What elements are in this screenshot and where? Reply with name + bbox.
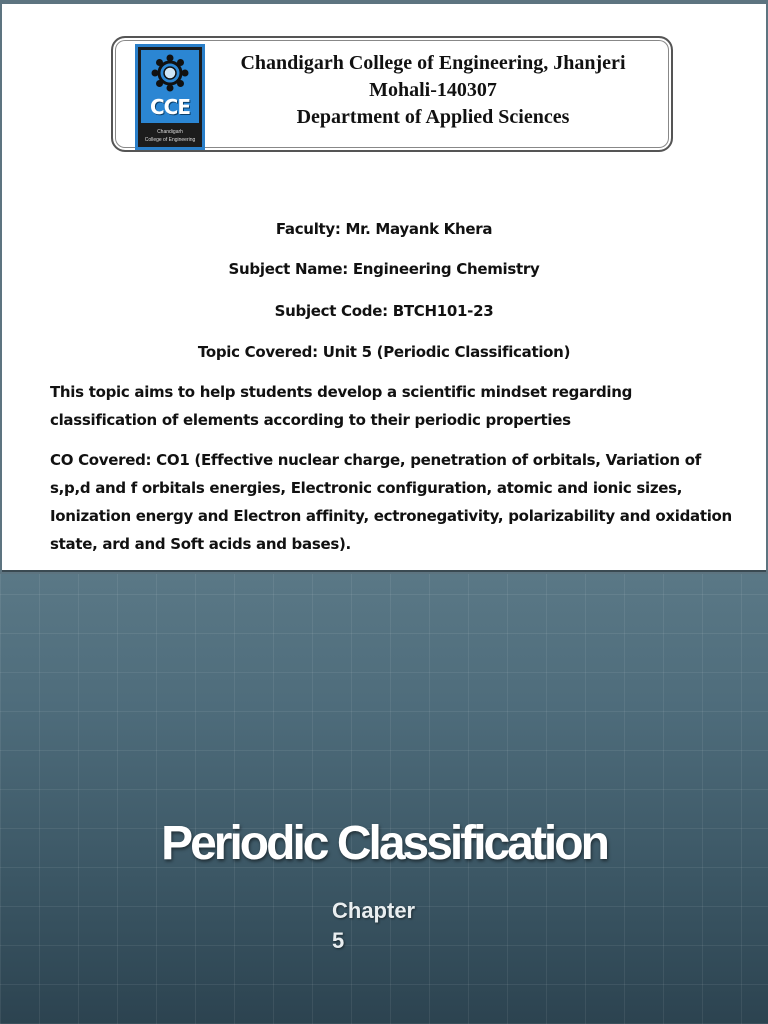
- co-paragraph: CO Covered: CO1 (Effective nuclear charge, penetration of orbitals, Variation of s,p,d and f orbitals energies, Electronic configuration, atomic and ionic sizes, Ionization energy and Electron affinity, ectronegativity, polarizability and oxidation state, ard and Soft acids and bases).: [50, 451, 732, 553]
- department-name: Department of Applied Sciences: [296, 106, 570, 128]
- subject-code-line: Subject Code: BTCH101-23: [274, 302, 494, 320]
- college-banner: [111, 36, 673, 152]
- college-logo: [135, 44, 205, 150]
- slide-subtitle: [332, 896, 415, 956]
- college-address: Mohali-140307: [369, 79, 497, 101]
- college-name: Chandigarh College of Engineering, Jhanjeri: [240, 52, 626, 74]
- gear-emblem-icon: [150, 53, 190, 93]
- chapter-number: 5: [332, 928, 345, 953]
- document-page: [2, 4, 766, 572]
- chapter-label: Chapter: [332, 898, 416, 923]
- aim-paragraph: This topic aims to help students develop a scientific mindset regarding classification of elements according to their periodic properties: [50, 383, 633, 429]
- faculty-line: Faculty: Mr. Mayank Khera: [275, 220, 493, 238]
- banner-text: [213, 50, 653, 131]
- subject-name-line: Subject Name: Engineering Chemistry: [228, 260, 540, 278]
- slide-title: Periodic Classification: [161, 817, 607, 870]
- logo-abbreviation: CCE: [149, 95, 191, 119]
- topic-line: Topic Covered: Unit 5 (Periodic Classification): [197, 343, 571, 361]
- logo-caption: Chandigarh College of Engineering: [144, 129, 196, 143]
- title-slide: [0, 574, 768, 1024]
